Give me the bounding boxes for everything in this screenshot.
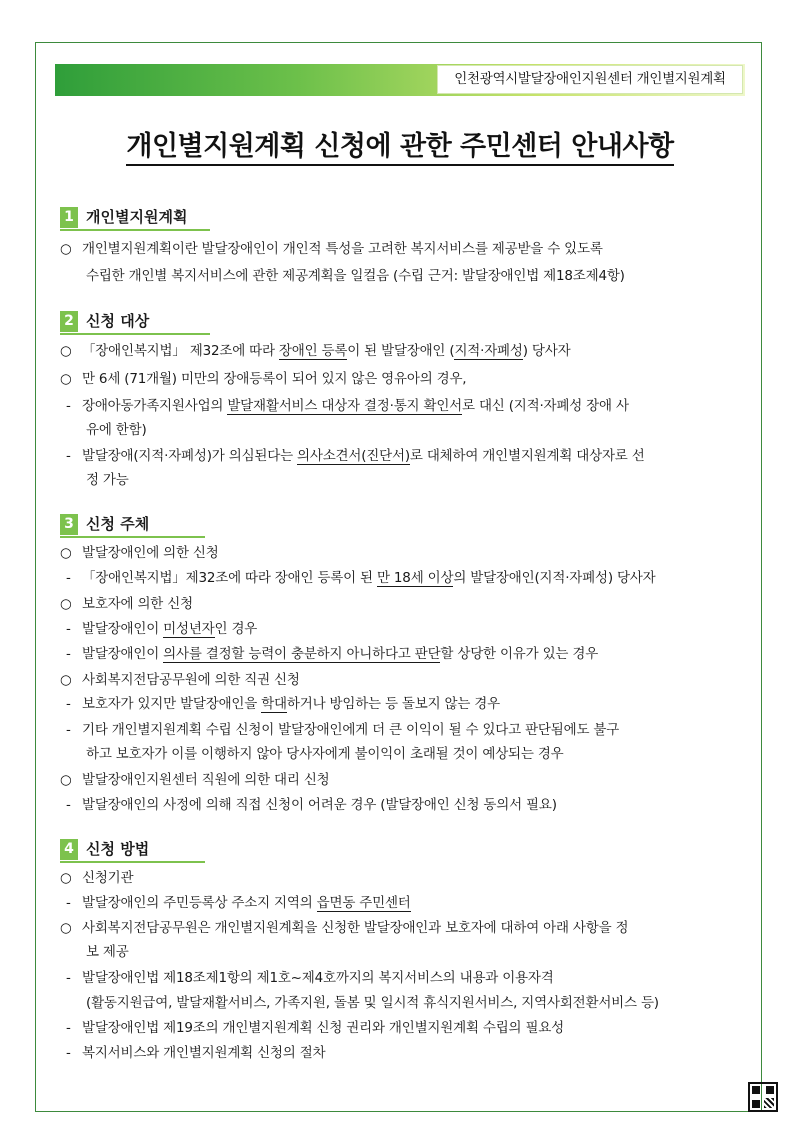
list-item: - 발달장애인법 제19조의 개인별지원계획 신청 권리와 개인별지원계획 수립의 필요성 — [66, 1020, 565, 1036]
list-item: - 보호자가 있지만 발달장애인을 학대하거나 방임하는 등 돌보지 않는 경우 — [66, 696, 500, 712]
list-item: ○ 발달장애인에 의한 신청 — [60, 545, 219, 561]
list-item: - 장애아동가족지원사업의 발달재활서비스 대상자 결정·통지 확인서로 대신 (지적·자폐성 장애 사 — [66, 398, 629, 414]
list-item: 유에 한함) — [86, 422, 147, 438]
section-number: 4 — [60, 839, 78, 860]
list-item: ○ 발달장애인지원센터 직원에 의한 대리 신청 — [60, 772, 330, 788]
list-item: ○ 「장애인복지법」 제32조에 따라 장애인 등록이 된 발달장애인 (지적·자폐성) 당사자 — [60, 343, 571, 359]
section-title: 개인별지원계획 — [86, 208, 188, 226]
list-item: - 기타 개인별지원계획 수립 신청이 발달장애인에게 더 큰 이익이 될 수 있다고 판단됨에도 불구 — [66, 722, 620, 738]
list-item: ○ 사회복지전담공무원은 개인별지원계획을 신청한 발달장애인과 보호자에 대하여 아래 사항을 정 — [60, 920, 629, 936]
section-underline — [60, 333, 210, 335]
section-number: 3 — [60, 514, 78, 535]
section-title: 신청 방법 — [86, 840, 150, 858]
section-underline — [60, 861, 205, 863]
list-item: ○ 신청기관 — [60, 870, 134, 886]
list-item: - 발달장애인이 미성년자인 경우 — [66, 621, 258, 637]
section-title: 신청 대상 — [86, 312, 150, 330]
qr-code-icon — [748, 1082, 778, 1112]
list-item: 보 제공 — [86, 944, 129, 960]
list-item: ○ 사회복지전담공무원에 의한 직권 신청 — [60, 672, 300, 688]
list-item: ○ 개인별지원계획이란 발달장애인이 개인적 특성을 고려한 복지서비스를 제공받을 수 있도록 — [60, 241, 603, 257]
list-item: ○ 만 6세 (71개월) 미만의 장애등록이 되어 있지 않은 영유아의 경우, — [60, 371, 467, 387]
section-title: 신청 주체 — [86, 515, 150, 533]
list-item: - 발달장애인이 의사를 결정할 능력이 충분하지 아니하다고 판단할 상당한 이유가 있는 경우 — [66, 646, 599, 662]
list-item: 하고 보호자가 이를 이행하지 않아 당사자에게 불이익이 초래될 것이 예상되는 경우 — [86, 746, 564, 762]
section-underline — [60, 229, 210, 231]
list-item: (활동지원급여, 발달재활서비스, 가족지원, 돌봄 및 일시적 휴식지원서비스, 지역사회전환서비스 등) — [86, 995, 659, 1011]
list-item: 정 가능 — [86, 472, 129, 488]
list-item: - 발달장애(지적·자폐성)가 의심된다는 의사소견서(진단서)로 대체하여 개인별지원계획 대상자로 선 — [66, 448, 645, 464]
list-item: - 발달장애인의 사정에 의해 직접 신청이 어려운 경우 (발달장애인 신청 동의서 필요) — [66, 797, 557, 813]
list-item: - 발달장애인의 주민등록상 주소지 지역의 읍면동 주민센터 — [66, 895, 411, 911]
list-item: 수립한 개인별 복지서비스에 관한 제공계획을 일컬음 (수립 근거: 발달장애인법 제18조제4항) — [86, 268, 625, 284]
list-item: - 「장애인복지법」제32조에 따라 장애인 등록이 된 만 18세 이상의 발달장애인(지적·자폐성) 당사자 — [66, 570, 656, 586]
list-item: - 복지서비스와 개인별지원계획 신청의 절차 — [66, 1045, 326, 1061]
organization-label: 인천광역시발달장애인지원센터 개인별지원계획 — [437, 65, 743, 94]
section-number: 1 — [60, 207, 78, 228]
list-item: - 발달장애인법 제18조제1항의 제1호~제4호까지의 복지서비스의 내용과 이용자격 — [66, 970, 554, 986]
section-number: 2 — [60, 311, 78, 332]
list-item: ○ 보호자에 의한 신청 — [60, 596, 193, 612]
page-title: 개인별지원계획 신청에 관한 주민센터 안내사항 — [0, 124, 800, 163]
section-underline — [60, 536, 205, 538]
